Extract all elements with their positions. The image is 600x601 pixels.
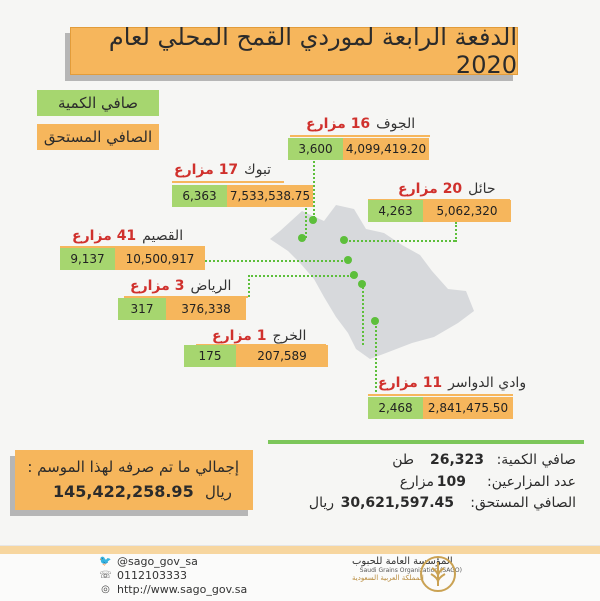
- stats-divider: [268, 440, 584, 444]
- stat-label: صافي الكمية:: [496, 452, 576, 468]
- dot-kharj: [358, 280, 366, 288]
- dot-jouf: [309, 216, 317, 224]
- phone-contact: [100, 569, 187, 582]
- region-name: وادي الدواسر: [448, 375, 527, 391]
- legend-net-due: [37, 124, 159, 150]
- dot-qassim: [344, 256, 352, 264]
- org-country-ar: المملكة العربية السعودية: [352, 574, 424, 582]
- region-name: تبوك: [244, 162, 272, 178]
- region-name: الخرج: [272, 328, 307, 344]
- legend-qty-label: صافي الكمية: [58, 94, 139, 112]
- connector-hail-h: [345, 240, 455, 242]
- net-quantity: 175: [184, 345, 236, 367]
- title-banner: [70, 23, 518, 79]
- dot-dawasir: [371, 317, 379, 325]
- region-name: حائل: [468, 181, 496, 197]
- farm-count: 41 مزارع: [72, 228, 137, 244]
- page-title: الدفعة الرابعة لموردي القمح المحلي لعام 2020: [108, 23, 517, 79]
- stat-unit: طن: [392, 452, 414, 468]
- net-due: 376,338: [166, 298, 246, 320]
- org-name-en: Saudi Grains Organization (SAGO): [359, 567, 462, 574]
- stat-value: 30,621,597.45: [340, 495, 454, 511]
- net-due: 7,533,538.75: [227, 185, 313, 207]
- connector-qassim: [205, 260, 347, 262]
- stat-label: عدد المزارعين:: [487, 474, 576, 490]
- net-due: 10,500,917: [115, 248, 205, 270]
- dot-hail: [340, 236, 348, 244]
- legend-due-label: الصافي المستحق: [43, 128, 153, 146]
- net-due: 4,099,419.20: [343, 138, 429, 160]
- region-kharj-header: [212, 328, 306, 344]
- connector-dawasir: [375, 322, 377, 396]
- values-dawasir: [368, 397, 513, 419]
- dot-tabuk: [298, 234, 306, 242]
- net-quantity: 3,600: [288, 138, 343, 160]
- stat-unit: ريال: [308, 495, 334, 511]
- region-name: الرياض: [190, 278, 232, 294]
- web-contact[interactable]: [100, 583, 247, 596]
- sago-logo-icon: [418, 554, 458, 594]
- region-name: القصيم: [142, 228, 184, 244]
- net-quantity: 9,137: [60, 248, 115, 270]
- stat-net-quantity: [268, 452, 584, 474]
- stat-net-due: [268, 495, 584, 517]
- connector-riyadh-h: [248, 275, 352, 277]
- twitter-contact[interactable]: [100, 555, 198, 568]
- net-quantity: 6,363: [172, 185, 227, 207]
- farm-count: 3 مزارع: [130, 278, 185, 294]
- season-total-box: [15, 450, 253, 510]
- region-riyadh-header: [130, 278, 231, 294]
- footer-accent: [0, 546, 600, 554]
- dot-riyadh: [350, 271, 358, 279]
- net-due: 2,841,475.50: [423, 397, 513, 419]
- connector-kharj: [362, 283, 364, 345]
- values-tabuk: [172, 185, 313, 207]
- farm-count: 11 مزارع: [378, 375, 443, 391]
- connector-hail-v: [455, 222, 457, 242]
- values-kharj: [184, 345, 328, 367]
- region-dawasir-header: [378, 375, 526, 391]
- net-quantity: 317: [118, 298, 166, 320]
- values-qassim: [60, 248, 205, 270]
- globe-icon: ◎: [101, 584, 110, 595]
- region-qassim-header: [72, 228, 183, 244]
- underline: [172, 181, 284, 183]
- stat-label: الصافي المستحق:: [470, 495, 576, 511]
- stat-unit: مزارع: [399, 474, 434, 490]
- legend-net-quantity: [37, 90, 159, 116]
- season-total-value: 145,422,258.95: [53, 482, 194, 501]
- connector-riyadh-v: [248, 275, 250, 297]
- website-url[interactable]: http://www.sago_gov.sa: [117, 583, 248, 596]
- values-hail: [368, 200, 511, 222]
- summary-stats: [268, 440, 584, 512]
- twitter-handle[interactable]: @sago_gov_sa: [117, 555, 198, 568]
- footer: [0, 545, 600, 601]
- region-hail-header: [398, 181, 496, 197]
- phone-number: 0112103333: [117, 569, 187, 582]
- season-total-label: إجمالي ما تم صرفه لهذا الموسم :: [27, 458, 239, 476]
- whatsapp-icon: ☏: [99, 570, 112, 581]
- net-quantity: 4,263: [368, 200, 423, 222]
- org-name-ar: المؤسسة العامة للحبوب: [352, 556, 453, 567]
- net-quantity: 2,468: [368, 397, 423, 419]
- farm-count: 1 مزارع: [212, 328, 267, 344]
- values-jouf: [288, 138, 429, 160]
- season-total-currency: ريال: [205, 483, 232, 501]
- stat-farmers: [268, 474, 584, 496]
- underline: [290, 135, 430, 137]
- stat-value: 109: [436, 474, 466, 490]
- underline: [368, 394, 513, 396]
- farm-count: 17 مزارع: [174, 162, 239, 178]
- values-riyadh: [118, 298, 246, 320]
- farm-count: 20 مزارع: [398, 181, 463, 197]
- net-due: 207,589: [236, 345, 328, 367]
- net-due: 5,062,320: [423, 200, 511, 222]
- farm-count: 16 مزارع: [306, 116, 371, 132]
- region-name: الجوف: [376, 116, 416, 132]
- twitter-icon: 🐦: [99, 556, 112, 567]
- region-tabuk-header: [174, 162, 271, 178]
- region-jouf-header: [306, 116, 415, 132]
- stat-value: 26,323: [429, 452, 484, 468]
